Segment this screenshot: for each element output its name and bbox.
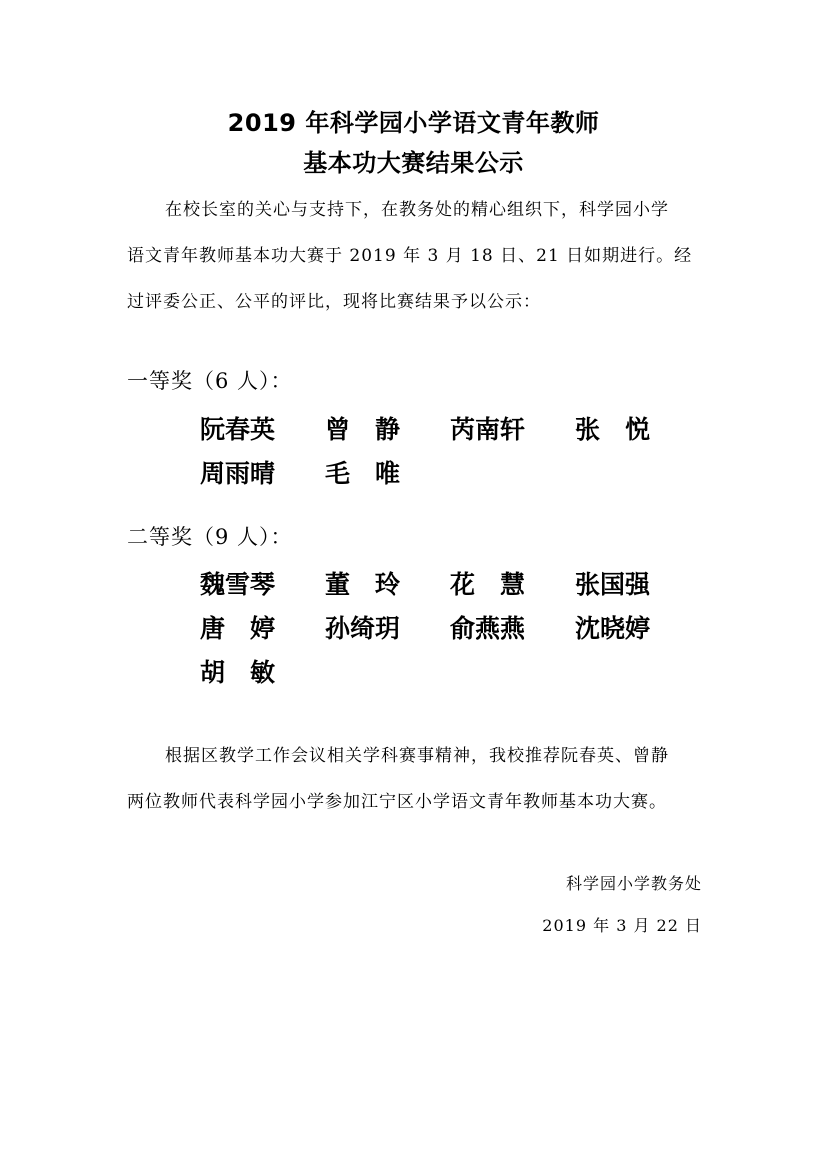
intro-line-3: 过评委公正、公平的评比，现将比赛结果予以公示： [127, 292, 541, 312]
first-prize-heading: 一等奖（6 人）： [127, 369, 293, 393]
winner-name: 花 慧 [450, 570, 526, 599]
winner-name: 俞燕燕 [450, 614, 526, 643]
signature-office: 科学园小学教务处 [565, 874, 702, 893]
winner-name: 张国强 [575, 570, 651, 599]
winner-name: 阮春英 [200, 415, 276, 444]
signature-date: 2019 年 3 月 22 日 [542, 916, 702, 935]
page-title-line2: 基本功大赛结果公示 [303, 149, 524, 177]
winner-name: 孙绮玥 [325, 614, 401, 643]
winner-name: 魏雪琴 [200, 570, 276, 599]
intro-line-2: 语文青年教师基本功大赛于 2019 年 3 月 18 日、21 日如期进行。经 [127, 246, 693, 266]
intro-paragraph [127, 187, 717, 325]
winner-name: 周雨晴 [200, 459, 276, 488]
page-title-line1: 2019 年科学园小学语文青年教师 [227, 109, 600, 137]
winner-name: 唐 婷 [200, 614, 276, 643]
first-prize-names [200, 408, 720, 496]
winner-name: 胡 敏 [200, 658, 276, 687]
winner-name: 董 玲 [325, 570, 401, 599]
closing-line-2: 两位教师代表科学园小学参加江宁区小学语文青年教师基本功大赛。 [127, 792, 667, 812]
winner-name: 张 悦 [575, 415, 651, 444]
winner-name: 沈晓婷 [575, 614, 651, 643]
winner-name: 曾 静 [325, 415, 401, 444]
closing-paragraph [127, 733, 717, 825]
second-prize-heading: 二等奖（9 人）： [127, 525, 293, 549]
winner-name: 芮南轩 [450, 415, 526, 444]
intro-line-1: 在校长室的关心与支持下，在教务处的精心组织下，科学园小学 [165, 200, 669, 220]
closing-line-1: 根据区教学工作会议相关学科赛事精神，我校推荐阮春英、曾静 [165, 746, 669, 766]
second-prize-names [200, 563, 720, 695]
winner-name: 毛 唯 [325, 459, 401, 488]
